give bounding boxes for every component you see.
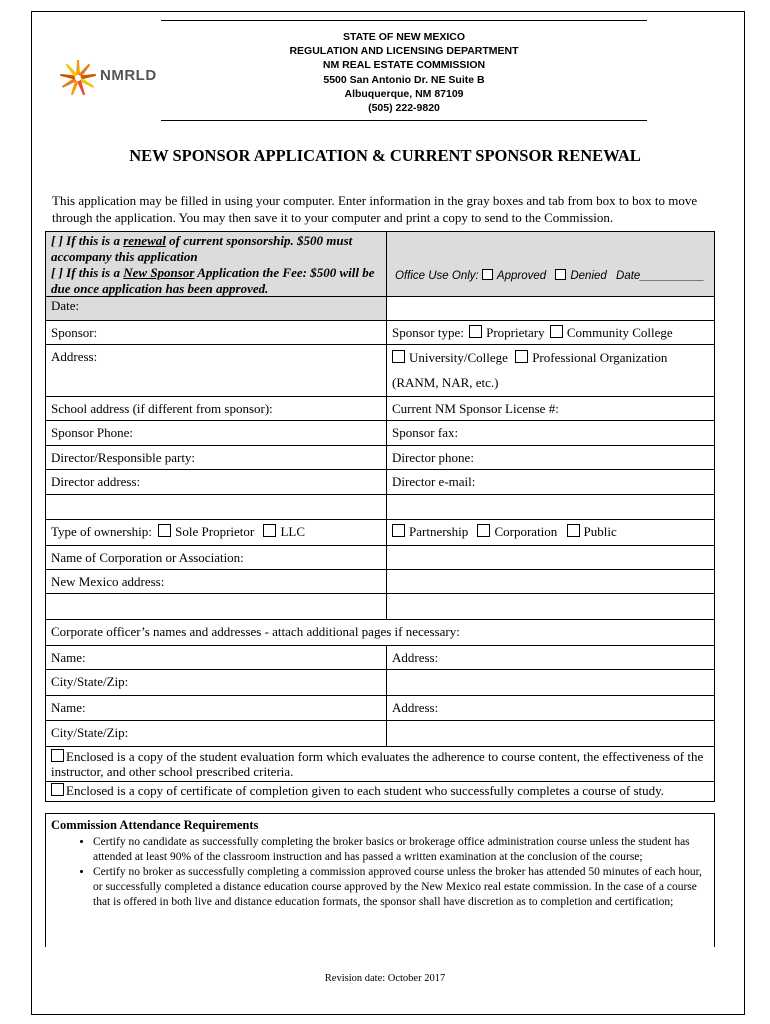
director-address-field[interactable]: Director address: [45, 469, 387, 495]
org-examples: (RANM, NAR, etc.) [392, 375, 499, 390]
office-use-row: Office Use Only: Approved Denied Date__________ [395, 270, 705, 282]
state-name: STATE OF NEW MEXICO [342, 31, 466, 43]
commission-name: NM REAL ESTATE COMMISSION [322, 59, 486, 72]
ownership-cell-2: Partnership Corporation Public [386, 519, 715, 546]
page-title: NEW SPONSOR APPLICATION & CURRENT SPONSOR RENEWAL [129, 146, 641, 165]
phone-number: (505) 222-9820 [368, 102, 440, 115]
corporation-name-field[interactable]: Name of Corporation or Association: [45, 545, 387, 570]
partnership-checkbox[interactable] [392, 524, 405, 537]
officer-address-field-2[interactable]: Address: [386, 695, 715, 721]
application-type-cell [45, 231, 387, 297]
officer-city-value-2[interactable] [386, 720, 715, 747]
officer-name-field-2[interactable]: Name: [45, 695, 387, 721]
date-blank-cell [386, 296, 715, 321]
agency-header [161, 30, 647, 115]
city-address: Albuquerque, NM 87109 [344, 87, 464, 100]
requirement-item: • Certify no candidate as successfully completing the broker basics or brokerage office administration course unless the student has attended at least 90% of the classroom instruction and has passed a written examination at the conclusion of the course; [93, 835, 709, 865]
starburst-icon [58, 58, 98, 98]
approved-checkbox[interactable] [482, 269, 493, 280]
license-number-field[interactable]: Current NM Sponsor License #: [386, 396, 715, 421]
header-rule-bottom [161, 120, 647, 121]
sole-proprietor-checkbox[interactable] [158, 524, 171, 537]
header-rule-top [161, 20, 647, 21]
nm-address-field[interactable]: New Mexico address: [45, 569, 387, 594]
sponsor-phone-field[interactable]: Sponsor Phone: [45, 420, 387, 446]
new-sponsor-option[interactable]: [ ] If this is a New Sponsor Application the Fee: $500 will be due once application has been approved. [51, 265, 375, 296]
nm-address-value[interactable] [386, 569, 715, 594]
nm-address-line-2b[interactable] [386, 593, 715, 620]
public-checkbox[interactable] [567, 524, 580, 537]
director-field[interactable]: Director/Responsible party: [45, 445, 387, 470]
ownership-cell: Type of ownership: Sole Proprietor LLC [45, 519, 387, 546]
requirements-heading: Commission Attendance Requirements [51, 818, 259, 832]
school-address-field[interactable]: School address (if different from sponsor): [45, 396, 387, 421]
director-email-line-2[interactable] [386, 494, 715, 520]
logo-text: NMRLD [100, 67, 157, 84]
university-checkbox[interactable] [392, 350, 405, 363]
requirements-list [51, 835, 709, 910]
director-address-line-2[interactable] [45, 494, 387, 520]
evaluation-form-checkbox[interactable] [51, 749, 64, 762]
corporation-checkbox[interactable] [477, 524, 490, 537]
date-field[interactable]: Date: [45, 296, 387, 321]
denied-checkbox[interactable] [555, 269, 566, 280]
department-name: REGULATION AND LICENSING DEPARTMENT [289, 45, 519, 58]
revision-date: Revision date: October 2017 [324, 973, 446, 984]
officer-name-field-1[interactable]: Name: [45, 645, 387, 670]
evaluation-form-row: Enclosed is a copy of the student evaluation form which evaluates the adherence to course content, the effectiveness of the instructor, and other school prescribed criteria. [45, 746, 715, 782]
certificate-checkbox[interactable] [51, 783, 64, 796]
sponsor-field[interactable]: Sponsor: [45, 320, 387, 345]
officer-city-field-1[interactable]: City/State/Zip: [45, 669, 387, 696]
nm-address-line-2[interactable] [45, 593, 387, 620]
sponsor-type-cell: Sponsor type: Proprietary Community College [386, 320, 715, 345]
proprietary-checkbox[interactable] [469, 325, 482, 338]
professional-org-checkbox[interactable] [515, 350, 528, 363]
director-email-field[interactable]: Director e-mail: [386, 469, 715, 495]
office-use-cell [386, 231, 715, 297]
officer-city-field-2[interactable]: City/State/Zip: [45, 720, 387, 747]
address-field[interactable]: Address: [45, 344, 387, 397]
corporation-name-value[interactable] [386, 545, 715, 570]
requirements-box [45, 813, 715, 947]
director-phone-field[interactable]: Director phone: [386, 445, 715, 470]
llc-checkbox[interactable] [263, 524, 276, 537]
intro-text: This application may be filled in using your computer. Enter information in the gray boxes and tab from box to box to move through the application. You may then save it to your computer and print a copy to send to the Commission. [52, 193, 698, 225]
officers-heading: Corporate officer’s names and addresses - attach additional pages if necessary: [45, 619, 715, 646]
renewal-option[interactable]: [ ] If this is a renewal of current sponsorship. $500 must accompany this application [51, 233, 353, 264]
sponsor-type-cell-2: University/College Professional Organization (RANM, NAR, etc.) [386, 344, 715, 397]
certificate-row: Enclosed is a copy of certificate of completion given to each student who successfully completes a course of study. [45, 781, 715, 802]
requirement-item: • Certify no broker as successfully completing a commission approved course unless the broker has attended 50 minutes of each hour, or successfully completed a distance education course approved by the New Mexico real estate commission. In the case of a course that is offered in both live and distance education formats, the sponsor shall have discretion as to completion and certification; [93, 865, 709, 910]
community-college-checkbox[interactable] [550, 325, 563, 338]
nmrld-logo [58, 58, 178, 98]
street-address: 5500 San Antonio Dr. NE Suite B [323, 73, 485, 86]
officer-address-field-1[interactable]: Address: [386, 645, 715, 670]
officer-city-value-1[interactable] [386, 669, 715, 696]
sponsor-fax-field[interactable]: Sponsor fax: [386, 420, 715, 446]
